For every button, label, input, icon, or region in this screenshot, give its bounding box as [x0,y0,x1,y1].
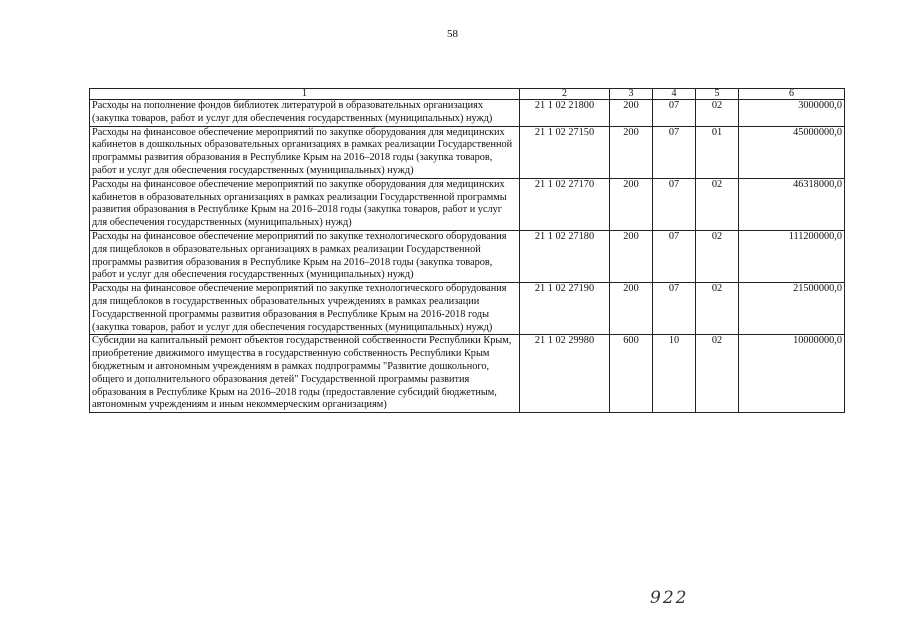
row-subsection: 02 [696,335,739,413]
row-amount: 3000000,0 [739,100,845,127]
row-target-code: 21 1 02 21800 [520,100,610,127]
row-target-code: 21 1 02 27180 [520,230,610,282]
row-description: Расходы на финансовое обеспечение мероприятий по закупке технологического оборудования для пищеблоков в государственных образовательных учреждениях в рамках реализации Государственной программы развития образования в Республике Крым на 2016-2018 годы (закупка товаров, работ и услуг для обеспечения государственных (муниципальных) нужд) [90,283,520,335]
row-subsection: 02 [696,283,739,335]
row-expense-type: 200 [610,230,653,282]
row-expense-type: 200 [610,100,653,127]
row-expense-type: 200 [610,126,653,178]
header-col-3: 3 [610,89,653,100]
page-number: 58 [447,28,458,40]
header-col-6: 6 [739,89,845,100]
row-description: Расходы на финансовое обеспечение мероприятий по закупке оборудования для медицинских кабинетов в дошкольных образовательных организациях в рамках реализации Государственной программы развития образования в Республике Крым на 2016–2018 годы (закупка товаров, работ и услуг для обеспечения государственных (муниципальных) нужд) [90,126,520,178]
row-section: 10 [653,335,696,413]
header-row [90,89,845,100]
row-subsection: 02 [696,178,739,230]
table-row [90,230,845,282]
row-description: Расходы на финансовое обеспечение мероприятий по закупке оборудования для медицинских кабинетов в образовательных организациях в рамках реализации Государственной программы развития образования в Республике Крым на 2016–2018 годы (закупка товаров, работ и услуг для обеспечения государственных (муниципальных) нужд) [90,178,520,230]
budget-table [89,88,845,413]
handwritten-page-mark: 922 [650,588,689,608]
row-target-code: 21 1 02 27150 [520,126,610,178]
row-target-code: 21 1 02 27170 [520,178,610,230]
row-description: Субсидии на капитальный ремонт объектов государственной собственности Республики Крым, приобретение движимого имущества в государственную собственность Республики Крым бюджетным и автономным учреждениям в рамках подпрограммы "Развитие дошкольного, общего и дополнительного образования детей" Государственной программы развития образования в Республике Крым на 2016–2018 годы (предоставление субсидий бюджетным, автономным учреждениям и иным некоммерческим организациям) [90,335,520,413]
row-subsection: 02 [696,230,739,282]
row-target-code: 21 1 02 27190 [520,283,610,335]
row-expense-type: 600 [610,335,653,413]
row-subsection: 01 [696,126,739,178]
row-section: 07 [653,126,696,178]
row-description: Расходы на финансовое обеспечение мероприятий по закупке технологического оборудования для пищеблоков в образовательных организациях в рамках реализации Государственной программы развития образования в Республике Крым на 2016–2018 годы (закупка товаров, работ и услуг для обеспечения государственных (муниципальных) нужд) [90,230,520,282]
table-row [90,100,845,127]
row-expense-type: 200 [610,283,653,335]
row-description: Расходы на пополнение фондов библиотек литературой в образовательных организациях (закупка товаров, работ и услуг для обеспечения государственных (муниципальных) нужд) [90,100,520,127]
row-section: 07 [653,230,696,282]
table-row [90,178,845,230]
row-section: 07 [653,178,696,230]
row-amount: 111200000,0 [739,230,845,282]
row-amount: 10000000,0 [739,335,845,413]
row-amount: 46318000,0 [739,178,845,230]
header-col-4: 4 [653,89,696,100]
header-col-5: 5 [696,89,739,100]
row-section: 07 [653,283,696,335]
row-amount: 21500000,0 [739,283,845,335]
row-subsection: 02 [696,100,739,127]
row-amount: 45000000,0 [739,126,845,178]
row-section: 07 [653,100,696,127]
row-target-code: 21 1 02 29980 [520,335,610,413]
row-expense-type: 200 [610,178,653,230]
header-col-1: 1 [90,89,520,100]
header-col-2: 2 [520,89,610,100]
table-row [90,126,845,178]
table-row [90,283,845,335]
table-row [90,335,845,413]
